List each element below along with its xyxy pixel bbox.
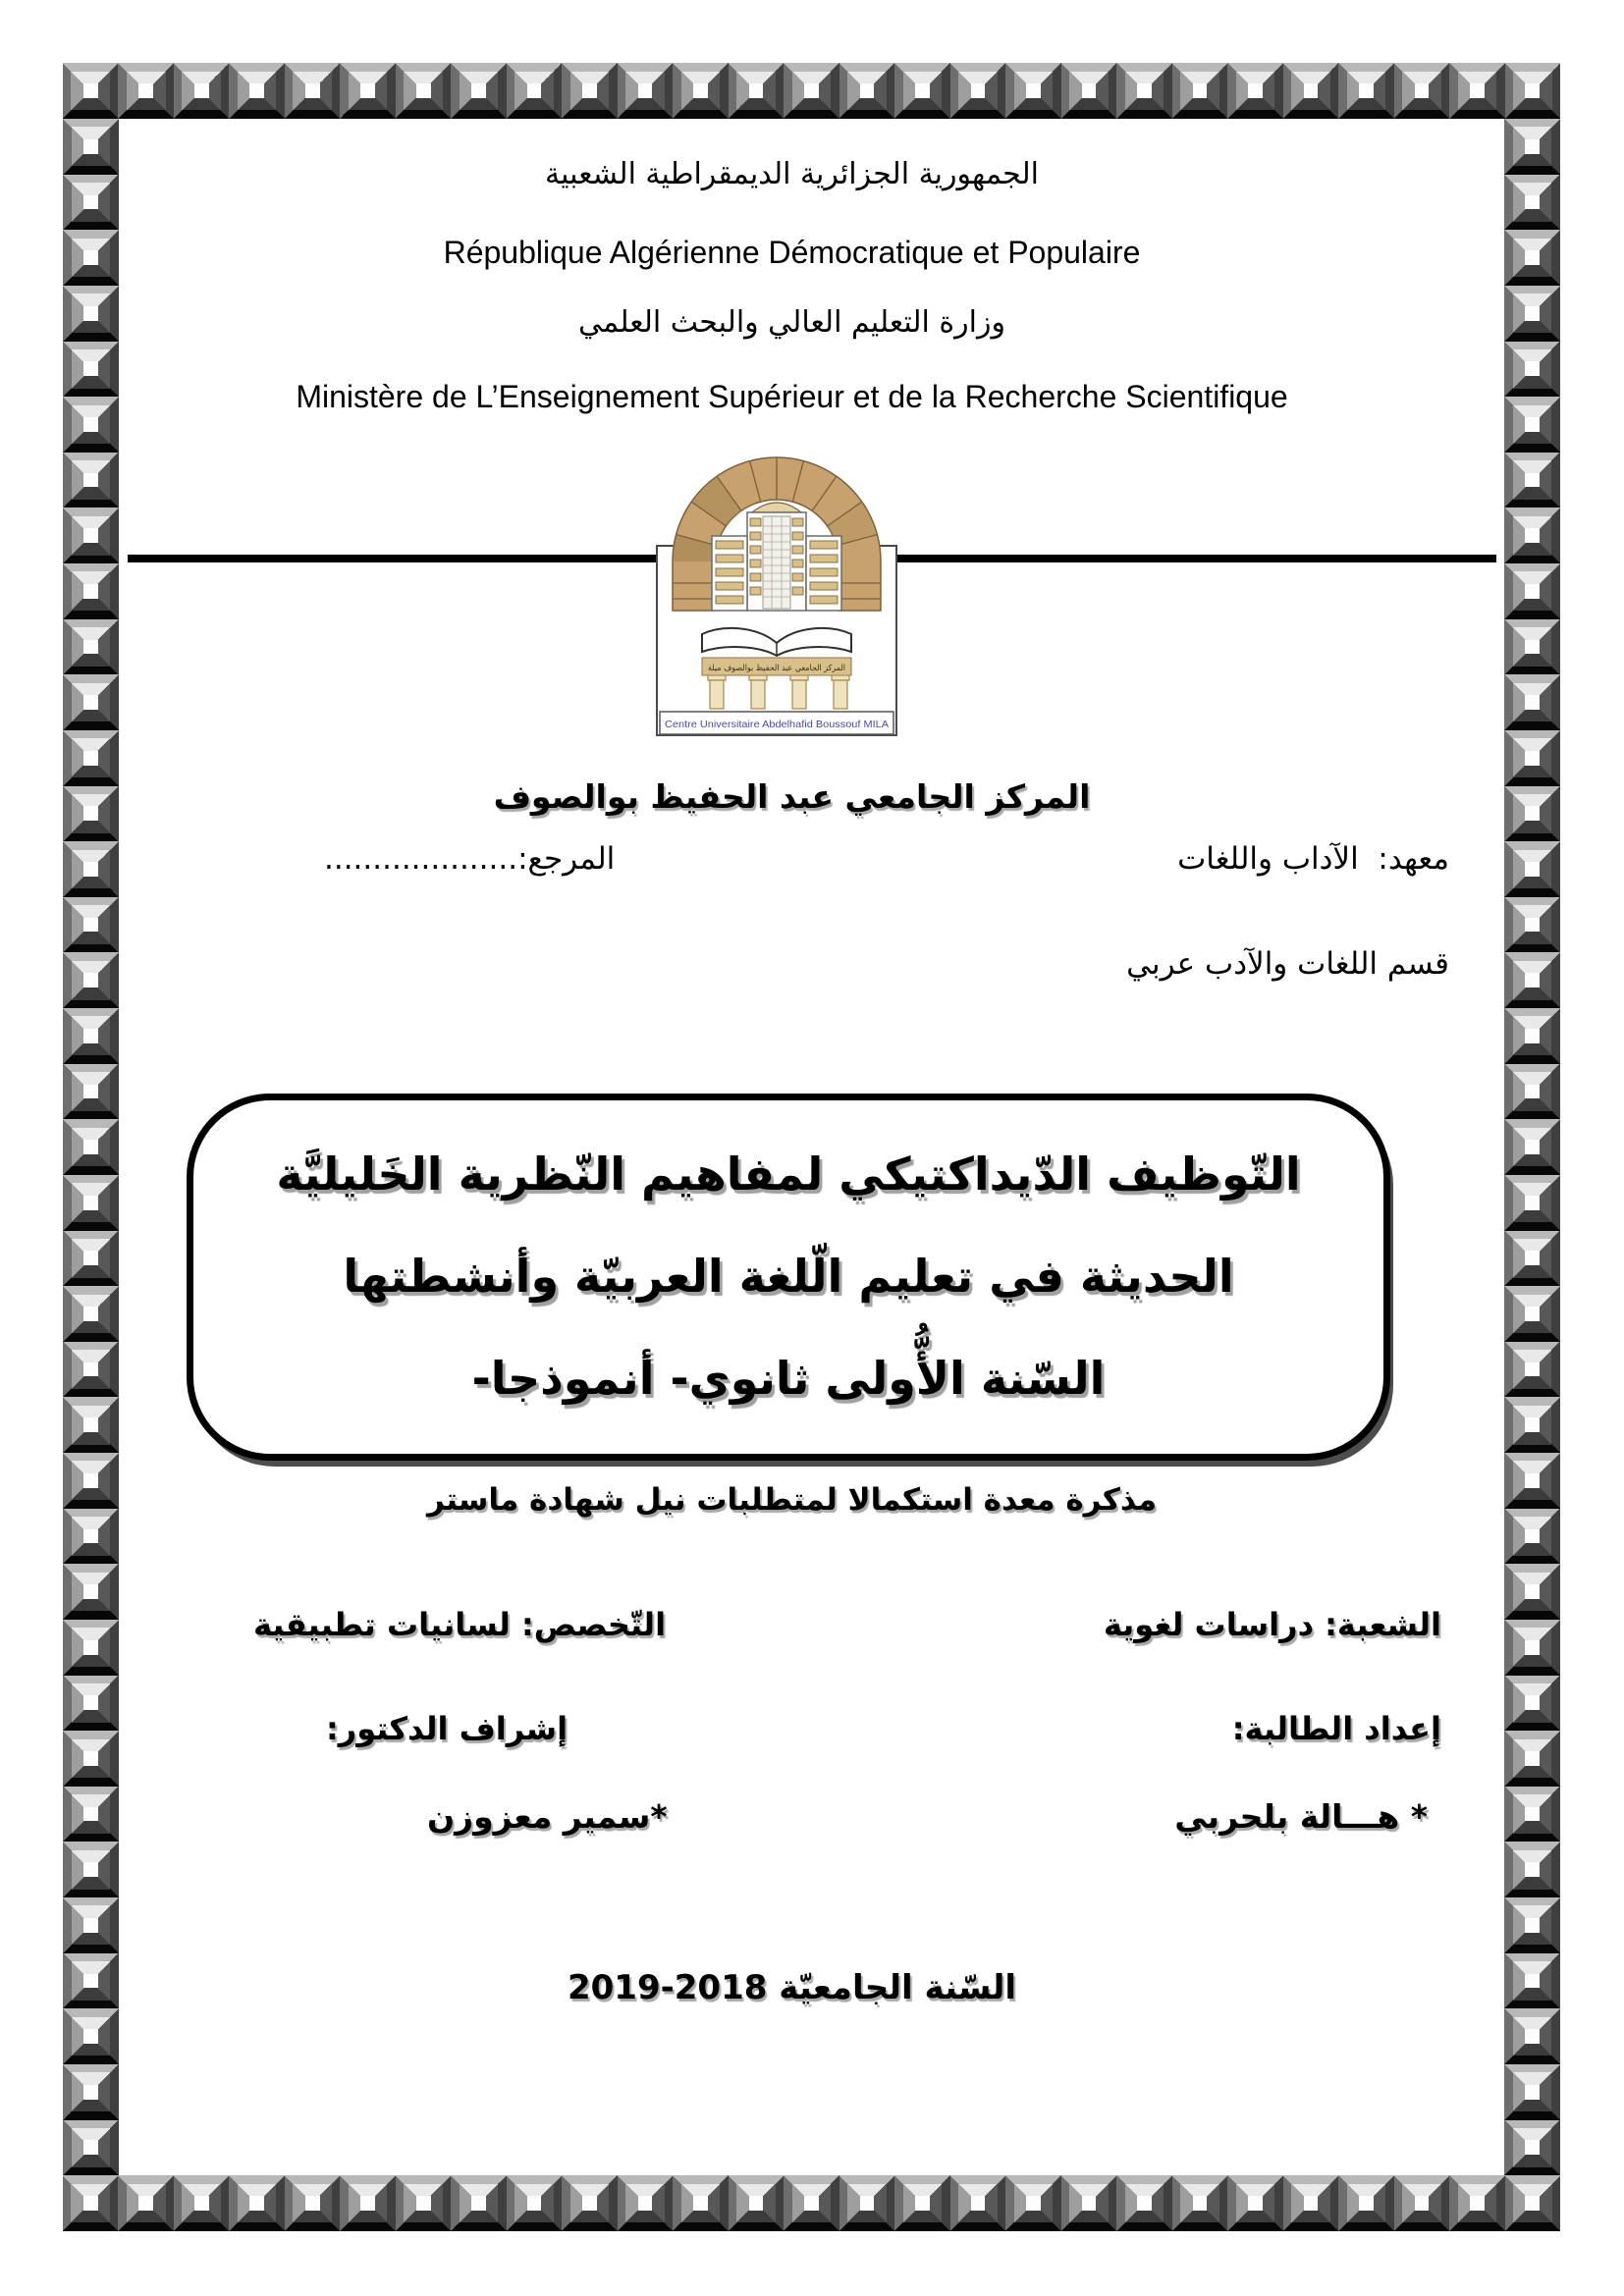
student-name: * هـــالة بلحربي <box>1174 1797 1428 1836</box>
border-tile <box>63 397 119 453</box>
border-tile <box>1061 63 1116 119</box>
border-tile <box>340 63 395 119</box>
border-tile <box>63 1119 119 1175</box>
specialty-line: التّخصص: لسانيات تطبيقية <box>253 1606 667 1643</box>
border-tile <box>63 1008 119 1064</box>
border-tile <box>839 2175 894 2231</box>
border-tile <box>63 1731 119 1787</box>
republic-name-arabic: الجمهورية الجزائرية الديمقراطية الشعبية <box>545 157 1039 191</box>
university-logo-image <box>653 452 900 738</box>
border-tile <box>63 1897 119 1953</box>
decorative-border-right <box>1504 119 1560 2175</box>
border-tile <box>729 2175 784 2231</box>
border-tile <box>1504 1397 1560 1453</box>
border-tile <box>1504 1175 1560 1231</box>
border-tile <box>1504 397 1560 453</box>
border-tile <box>1504 841 1560 897</box>
border-tile <box>1394 63 1449 119</box>
border-tile <box>1504 1008 1560 1064</box>
border-tile <box>562 2175 617 2231</box>
border-tile <box>451 63 506 119</box>
border-tile <box>174 63 229 119</box>
border-tile <box>63 674 119 730</box>
border-tile <box>1504 342 1560 398</box>
border-tile <box>63 1564 119 1620</box>
border-tile <box>507 63 562 119</box>
border-tile <box>1005 2175 1060 2231</box>
border-tile <box>63 897 119 953</box>
border-tile <box>63 2175 118 2231</box>
border-tile <box>1449 2175 1504 2231</box>
border-tile <box>174 2175 229 2231</box>
border-tile <box>894 2175 949 2231</box>
border-tile <box>1172 2175 1227 2231</box>
border-tile <box>1504 1231 1560 1287</box>
border-tile <box>229 63 284 119</box>
border-tile <box>1504 1731 1560 1787</box>
border-tile <box>1504 1897 1560 1953</box>
institute-line: معهد: الآداب واللغات <box>1177 841 1449 877</box>
border-tile <box>63 1286 119 1342</box>
border-tile <box>63 63 118 119</box>
border-tile <box>1504 453 1560 508</box>
border-tile <box>1504 230 1560 286</box>
border-tile <box>1504 1842 1560 1897</box>
border-tile <box>63 507 119 563</box>
border-tile <box>63 841 119 897</box>
border-tile <box>63 2120 119 2176</box>
border-tile <box>950 63 1005 119</box>
border-tile <box>63 2064 119 2120</box>
border-tile <box>396 2175 451 2231</box>
border-tile <box>784 63 839 119</box>
decorative-border-bottom <box>63 2175 1560 2231</box>
border-tile <box>618 63 673 119</box>
border-tile <box>1338 2175 1393 2231</box>
border-tile <box>285 2175 340 2231</box>
border-tile <box>396 63 451 119</box>
academic-year: السّنة الجامعيّة 2018-2019 <box>567 1968 1017 2007</box>
border-tile <box>1504 507 1560 563</box>
border-tile <box>1227 63 1282 119</box>
border-tile <box>1005 63 1060 119</box>
border-tile <box>63 1453 119 1509</box>
logo-banner-text: المركز الجامعي عبد الحفيظ بوالصوف ميلة <box>708 664 845 673</box>
logo-caption-box <box>660 712 893 734</box>
ministry-name-french: Ministère de L’Enseignement Supérieur et de la Recherche Scientifique <box>296 379 1288 414</box>
border-tile <box>63 952 119 1008</box>
border-tile <box>1504 175 1560 231</box>
border-tile <box>1504 1064 1560 1120</box>
border-tile <box>1504 2120 1560 2176</box>
border-tile <box>1504 674 1560 730</box>
border-tile <box>1449 63 1504 119</box>
border-tile <box>451 2175 506 2231</box>
border-tile <box>673 2175 728 2231</box>
border-tile <box>1283 63 1338 119</box>
border-tile <box>285 63 340 119</box>
border-tile <box>1283 2175 1338 2231</box>
thesis-title-box <box>187 1094 1390 1461</box>
border-tile <box>1116 63 1171 119</box>
border-tile <box>1116 2175 1171 2231</box>
border-tile <box>63 1342 119 1398</box>
logo-caption-text: Centre Universitaire Abdelhafid Boussouf MILA <box>665 719 889 730</box>
prepared-by-label: إعداد الطالبة: <box>1231 1710 1441 1747</box>
border-tile <box>1338 63 1393 119</box>
border-tile <box>63 1175 119 1231</box>
border-tile <box>1504 1453 1560 1509</box>
border-tile <box>1504 1286 1560 1342</box>
thesis-title-line3: السّنة الأُّولى ثانوي- أنموذجا- <box>471 1352 1106 1405</box>
border-tile <box>63 619 119 675</box>
border-tile <box>63 342 119 398</box>
border-tile <box>63 1397 119 1453</box>
border-tile <box>1172 63 1227 119</box>
border-tile <box>1504 1676 1560 1732</box>
border-tile <box>1504 619 1560 675</box>
border-tile <box>1504 897 1560 953</box>
border-tile <box>1504 1119 1560 1175</box>
border-tile <box>1504 1342 1560 1398</box>
border-tile <box>63 1620 119 1676</box>
border-tile <box>63 2008 119 2064</box>
logo-banner <box>702 658 851 675</box>
border-tile <box>63 1231 119 1287</box>
border-tile <box>63 286 119 342</box>
border-tile <box>63 119 119 175</box>
border-tile <box>1504 786 1560 842</box>
border-tile <box>63 786 119 842</box>
republic-name-french: République Algérienne Démocratique et Populaire <box>443 235 1141 270</box>
department-line: قسم اللغات والآدب عربي <box>1126 946 1449 982</box>
supervisor-name: *سمير معزوزن <box>427 1797 668 1836</box>
border-tile <box>63 1676 119 1732</box>
border-tile <box>1504 2064 1560 2120</box>
border-tile <box>229 2175 284 2231</box>
border-tile <box>1504 730 1560 786</box>
border-tile <box>1505 2175 1560 2231</box>
branch-line: الشعبة: دراسات لغوية <box>1103 1606 1441 1643</box>
border-tile <box>63 1842 119 1897</box>
supervisor-label: إشراف الدكتور: <box>326 1710 568 1747</box>
border-tile <box>1504 286 1560 342</box>
memoir-note: مذكرة معدة استكمالا لمتطلبات نيل شهادة ماستر <box>426 1482 1158 1518</box>
border-tile <box>894 63 949 119</box>
border-tile <box>1394 2175 1449 2231</box>
university-center-name: المركز الجامعي عبد الحفيظ بوالصوف <box>493 777 1091 816</box>
border-tile <box>63 175 119 231</box>
border-tile <box>63 1509 119 1565</box>
university-logo <box>653 452 900 738</box>
border-tile <box>63 1064 119 1120</box>
border-tile <box>1227 2175 1282 2231</box>
border-tile <box>1504 119 1560 175</box>
border-tile <box>63 230 119 286</box>
border-tile <box>1504 952 1560 1008</box>
border-tile <box>1504 1564 1560 1620</box>
border-tile <box>63 453 119 508</box>
border-tile <box>118 2175 173 2231</box>
border-tile <box>507 2175 562 2231</box>
border-tile <box>340 2175 395 2231</box>
border-tile <box>839 63 894 119</box>
border-tile <box>1504 1509 1560 1565</box>
ministry-name-arabic: وزارة التعليم العالي والبحث العلمي <box>578 305 1005 340</box>
border-tile <box>729 63 784 119</box>
border-tile <box>1061 2175 1116 2231</box>
border-tile <box>118 63 173 119</box>
border-tile <box>1504 563 1560 619</box>
border-tile <box>63 563 119 619</box>
thesis-title-line2: الحديثة في تعليم الّلغة العربيّة وأنشطتها <box>343 1250 1234 1303</box>
border-tile <box>63 1787 119 1842</box>
border-tile <box>618 2175 673 2231</box>
border-tile <box>673 63 728 119</box>
border-tile <box>562 63 617 119</box>
reference-line: المرجع:.................... <box>324 841 616 877</box>
border-tile <box>63 730 119 786</box>
border-tile <box>1504 1787 1560 1842</box>
border-tile <box>950 2175 1005 2231</box>
thesis-title-line1: التّوظيف الدّيداكتيكي لمفاهيم النّظرية الخَليليَّة <box>276 1148 1301 1201</box>
border-tile <box>63 1953 119 2009</box>
border-tile <box>1505 63 1560 119</box>
border-tile <box>1504 2008 1560 2064</box>
decorative-border-top <box>63 63 1560 119</box>
decorative-border-left <box>63 119 119 2175</box>
border-tile <box>1504 1620 1560 1676</box>
border-tile <box>1504 1953 1560 2009</box>
border-tile <box>784 2175 839 2231</box>
